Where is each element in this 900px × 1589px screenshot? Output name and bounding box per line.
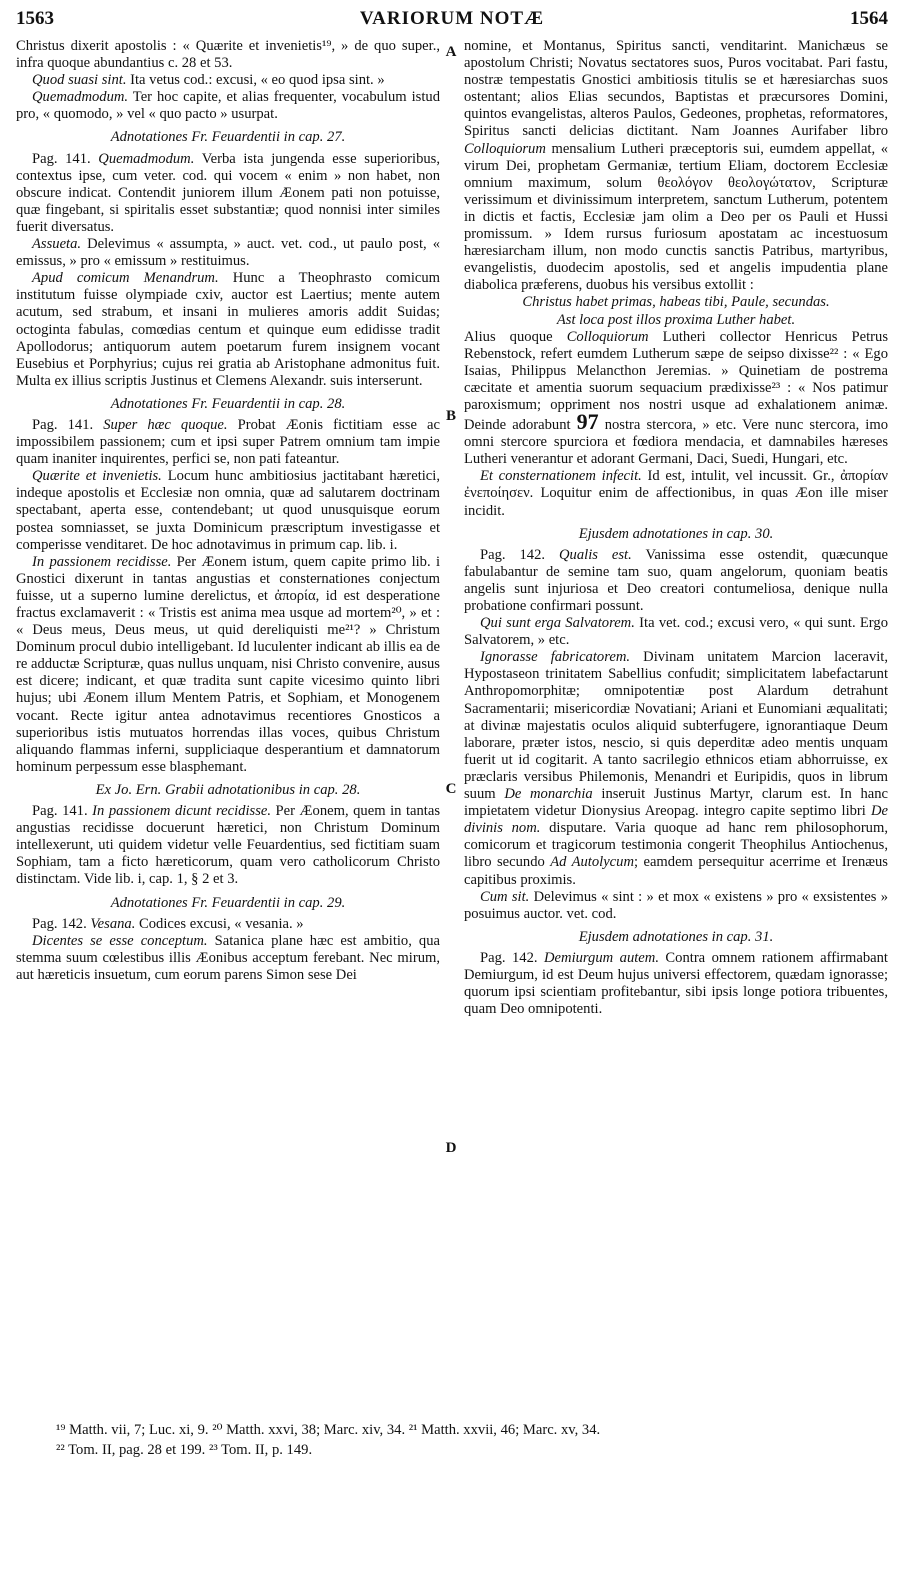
right-column bbox=[464, 38, 888, 1018]
verse-text: Ast loca post illos proxima Luther habet. bbox=[556, 311, 796, 328]
lemma: Super hæc quoque. bbox=[93, 416, 228, 433]
note-text: ; eamdem persequitur acerrime et Irenæus capitibus proximis. bbox=[464, 854, 888, 888]
lemma: Qui sunt erga Salvatorem. bbox=[480, 615, 635, 632]
section-heading: Adnotationes Fr. Feuardentii in cap. 27. bbox=[110, 129, 346, 146]
paragraph bbox=[464, 615, 888, 649]
verse-line bbox=[464, 312, 888, 329]
running-header bbox=[16, 8, 888, 38]
column-number-right: 1564 bbox=[850, 8, 888, 29]
section-heading: Adnotationes Fr. Feuardentii in cap. 29. bbox=[110, 894, 346, 911]
footnotes bbox=[56, 1420, 888, 1460]
paragraph bbox=[464, 950, 888, 1018]
paragraph bbox=[16, 151, 440, 236]
paragraph bbox=[16, 803, 440, 888]
paragraph bbox=[16, 236, 440, 270]
page bbox=[16, 8, 888, 1578]
lemma: Quærite et invenietis. bbox=[32, 468, 162, 485]
note-text: Vanissima esse ostendit, quæcunque fabulabantur de semine tam suo, quam angelorum, quoniam beatis angelis sunt injuriosa et Deo creatori contumeliosa, denique nulla probatione confirmari possunt. bbox=[464, 546, 888, 614]
lemma: Dicentes se esse conceptum. bbox=[32, 932, 208, 949]
paragraph bbox=[464, 38, 888, 294]
verse-line bbox=[464, 294, 888, 311]
paragraph bbox=[16, 89, 440, 123]
note-text: nostra stercora, » etc. Vere nunc stercora, imo omni stercore spurciora et fœdiora mendacia, et damnabiles hæreses Lutheri venerantur et adorant Germani, Daci, Suedi, Hungari, etc. bbox=[464, 417, 889, 468]
note-text: Locum hunc ambitiosius jactitabant hæretici, indeque apostolis et Ecclesiæ non omnia, quæ ad salutarem doctrinam spectabant, aperta esse, contendebant; ut quod unusquisque eorum postea somniasset, se juxta Dominicum præscriptum investigasse et comperisse venditaret. De hoc adnotavimus in primum cap. lib. i. bbox=[16, 468, 440, 553]
lemma: Apud comicum Menandrum. bbox=[32, 270, 219, 287]
note-text: Divinam unitatem Marcion laceravit, Hypostaseon trinitatem Sabellius confudit; simplicitatem labefactarunt Anthropomorphitæ; omnipotentiæ post Alardum detrahunt Sacramentarii; misericordiæ Novatiani; Ariani et Eunomiani æqualitati; at divinæ majestatis oculos aliquid subterfugere, ignorantiaque Deum laborare, præter istos, nescio, si quis deperditæ adeo mentis unquam fuerit ut id cogitarit. A tanto sacrilegio ethnicos etiam abhorruisse, ex præclaris versibus Philemonis, Menandri et Euripidis, quos in librum suum bbox=[464, 649, 888, 803]
section-heading: Ex Jo. Ern. Grabii adnotationibus in cap. 28. bbox=[95, 781, 361, 798]
paragraph bbox=[16, 270, 440, 390]
lemma: Quemadmodum. bbox=[32, 89, 129, 106]
paragraph bbox=[464, 468, 888, 519]
note-text: Ter hoc capite, et alias frequenter, vocabulum istud pro, « quomodo, » vel « quo pacto » usurpat. bbox=[16, 89, 440, 123]
paragraph bbox=[16, 933, 440, 984]
paragraph: Christus dixerit apostolis : « Quærite et invenietis¹⁹, » de quo super., infra quoque abundantius c. 28 et 53. bbox=[16, 38, 440, 72]
note-text: inseruit Justinus Martyr, clarum est. In hanc impietatem videtur Dionysius Areopag. integro capite septimo libri bbox=[464, 786, 888, 820]
lemma: Quod suasi sint. bbox=[32, 72, 127, 89]
note-text: Codices excusi, « vesania. » bbox=[135, 915, 304, 932]
section-heading: Ejusdem adnotationes in cap. 30. bbox=[578, 525, 774, 542]
note-text: Per Æonem istum, quem capite primo lib. i Gnostici dixerunt in tantas angustias et consternationes conjectum fuisse, ut a superno lumine derelictus, et ἀπορία, id est desperatione fractus exclamaverit : « Tristis est anima mea usque ad mortem²⁰, » et : « Deus meus, Deus meus, ut quid dereliquisti me²¹? » Christum Dominum procul dubio intelligebant. Id luculenter indicant ab illis ea de re adductæ Scripturæ, quas nullus unquam, nisi Christo convenire, ausus est dicere; indicant, et quæ tradita sunt capite vicesimo quinto libri hujus; ubi Æonem illum Mentem Patris, et Sophiam, et Monogenem vocant. Recte igitur antea adnotavimus recentiores Gnosticos a superioribus istis mutuatos horrendas illas voces, quibus Christum aliquando flammas inferni, suppliciaque desperantium et damnatorum hominum perpessum esse blasphemant. bbox=[16, 553, 440, 775]
paragraph bbox=[16, 468, 440, 553]
book-title: Colloquiorum bbox=[566, 328, 649, 345]
note-text: Hunc a Theophrasto comicum institutum fuisse olympiade cxiv, auctor est Laertius; mente autem acutum, sed strabum, et insani in mulieres amoris addit Suidas; octoginta fabulas, comœdias centum et quinque eum edidisse tradit Apollodorus; antiquorum autem poetarum furem insignem vocant Eusebius et Porphyrius; cujus rei gratia ab Aristophane admonitus fuit. Multa ex illius scriptis Justinus et Clemens Alexandr. suis interserunt. bbox=[16, 270, 440, 389]
page-ref: Pag. 141. bbox=[32, 416, 94, 433]
note-text: disputare. Varia quoque ad hanc rem philosophorum, comicorum et tragicorum testimonia congerit Theophilus Antiochenus, libro secundo bbox=[464, 820, 888, 871]
page-signature-number: 97 bbox=[576, 409, 599, 435]
book-title: Colloquiorum bbox=[464, 140, 546, 157]
lemma: Demiurgum autem. bbox=[537, 949, 659, 966]
note-text: Contra omnem rationem affirmabant Demiurgum, id est Deum hujus universi effectorem, quædam ignorasse; quorum ipsi scientiam profitebantur, sibi ipsis longe potiora tribuentes, quam Deo omnipotenti. bbox=[464, 949, 888, 1018]
lemma: In passionem recidisse. bbox=[32, 553, 172, 570]
footnote-line: ¹⁹ Matth. vii, 7; Luc. xi, 9. ²⁰ Matth. xxvi, 38; Marc. xiv, 34. ²¹ Matth. xxvii, 46; Marc. xv, 34. bbox=[56, 1422, 601, 1438]
note-text: Ita vetus cod.: excusi, « eo quod ipsa sint. » bbox=[126, 72, 385, 89]
paragraph bbox=[16, 554, 440, 776]
paragraph bbox=[16, 916, 440, 933]
paragraph bbox=[464, 547, 888, 615]
lemma: Ignorasse fabricatorem. bbox=[480, 649, 631, 666]
lemma: Qualis est. bbox=[545, 546, 632, 563]
book-title: De monarchia bbox=[504, 786, 593, 803]
paragraph bbox=[464, 649, 888, 888]
note-text: Verba ista jungenda esse superioribus, contextus ipse, cum veter. cod. qui vocem « enim » non habet, non obscure indicat. Contendit juniorem illum Æonem pati non potuisse, quæ fingebant, si spiritalis esset substantiæ; quod nonnisi inter similes fuerit diversatus. bbox=[16, 150, 440, 235]
note-text: nomine, et Montanus, Spiritus sancti, venditarint. Manichæus se apostolum Christi; Novatus sectatores suos, Puros vocitabat. Pari fastu, nostræ tempestatis Gnostici ambitiosis titulis se et hæresiarchas suos ostentant; alios Elias secundos, Baptistas et præcursores Domini, quintos evangelistas, alteros Paulos, Gedeones, prophetas, reformatores, Spiritus sancti delicias dictitant. Nam Joannes Aurifaber libro bbox=[464, 38, 888, 140]
note-text: Probat Æonis fictitiam esse ac impossibilem passionem; cum et ipsi super Patrem omnium tam impie quam inaniter inquirentes, perfici se, non pati fateantur. bbox=[16, 416, 440, 468]
note-text: Lutheri collector Henricus Petrus Rebenstock, refert eumdem Lutherum sæpe de seipso dixisse²² : « Ego Isaias, Philippus Melancthon Jeremias. » Quinetiam de postrema cæcitate et amentia suorum sequacium prædixisse²³ : « Nos patimur paroxismum; oppriment nos nostri usque ad exhalationem animæ. Deinde adorabunt bbox=[464, 328, 888, 434]
left-column bbox=[16, 38, 440, 984]
page-ref: Pag. 141. bbox=[32, 803, 88, 820]
note-text: Alius quoque bbox=[464, 328, 567, 345]
note-text: Per Æonem, quem in tantas angustias recidisse docuerunt hæretici, non Christum Dominum intellexerunt, uti quidem videtur velle Feuardentius, sed fictitiam suam Sophiam, tam a ficto hæreticorum, quam vero catholicorum Christo distinctam. Vide lib. i, cap. 1, § 2 et 3. bbox=[16, 803, 441, 888]
note-text: Satanica plane hæc est ambitio, qua stemma suum cœlestibus illis Æonibus acceptum ferebant. Nec mirum, aut hæreticis insuetum, cum eorum parens Simon sese Dei bbox=[16, 932, 440, 983]
margin-marker-b: B bbox=[445, 408, 456, 424]
note-text: mensalium Lutheri præceptoris sui, eumdem appellat, « virum Dei, prophetam Germaniæ, tertium Eliam, doctorem Ecclesiæ omnium maximum, solum θεολόγον θεολογώτατον, Scripturæ verissimum et divinissimum interpretem, sanctum Lutherum, potentem in dictis et factis, Ecclesiæ jam olim a Deo per os Pauli et Hussi promissum. » Idem rursus furiosum apostatam ac incestuosum hæresiarcham illum, non modo cunctis sanctis Patribus, martyribus, evangelistis, duodecim apostolis, sed et angelis impudentia plane diabolica præferens, duobus his versibus extollit : bbox=[464, 140, 888, 294]
page-ref: Pag. 142. bbox=[480, 949, 538, 966]
lemma: Cum sit. bbox=[480, 888, 530, 905]
lemma: Assueta. bbox=[32, 236, 82, 253]
margin-marker-d: D bbox=[445, 1140, 457, 1156]
page-ref: Pag. 142. bbox=[32, 915, 87, 932]
section-heading: Adnotationes Fr. Feuardentii in cap. 28. bbox=[110, 395, 346, 412]
running-title: VARIORUM NOTÆ bbox=[359, 8, 545, 29]
verse-text: Christus habet primas, habeas tibi, Paule, secundas. bbox=[522, 294, 830, 311]
note-text: Delevimus « sint : » et mox « existens » pro « exsistentes » posuimus auctor. vet. cod. bbox=[464, 888, 889, 922]
note-text: Ita vet. cod.; excusi vero, « qui sunt. Ergo Salvatorem, » etc. bbox=[464, 615, 888, 649]
note-text: Delevimus « assumpta, » auct. vet. cod., ut paulo post, « emissus, » pro « emissum » restituimus. bbox=[16, 236, 440, 270]
note-text: Id est, intulit, vel incussit. Gr., ἀπορίαν ἐνεποίησεν. Loquitur enim de affectionibus, in quas Æon ille miser incidit. bbox=[464, 468, 888, 519]
lemma: In passionem dicunt recidisse. bbox=[87, 803, 272, 820]
page-ref: Pag. 141. bbox=[32, 150, 91, 167]
margin-marker-c: C bbox=[445, 781, 457, 797]
margin-marker-a: A bbox=[445, 44, 457, 60]
column-number-left: 1563 bbox=[16, 8, 54, 29]
lemma: Vesana. bbox=[86, 915, 136, 932]
paragraph bbox=[16, 72, 440, 89]
lemma: Quemadmodum. bbox=[90, 150, 195, 167]
book-title: De divinis nom. bbox=[464, 803, 888, 837]
page-ref: Pag. 142. bbox=[480, 546, 546, 563]
footnote-line: ²² Tom. II, pag. 28 et 199. ²³ Tom. II, p. 149. bbox=[56, 1442, 313, 1458]
paragraph bbox=[464, 329, 888, 469]
book-title: Ad Autolycum bbox=[550, 854, 634, 871]
paragraph bbox=[464, 889, 888, 923]
paragraph bbox=[16, 417, 440, 468]
section-heading: Ejusdem adnotationes in cap. 31. bbox=[578, 928, 774, 945]
lemma: Et consternationem infecit. bbox=[480, 468, 642, 485]
